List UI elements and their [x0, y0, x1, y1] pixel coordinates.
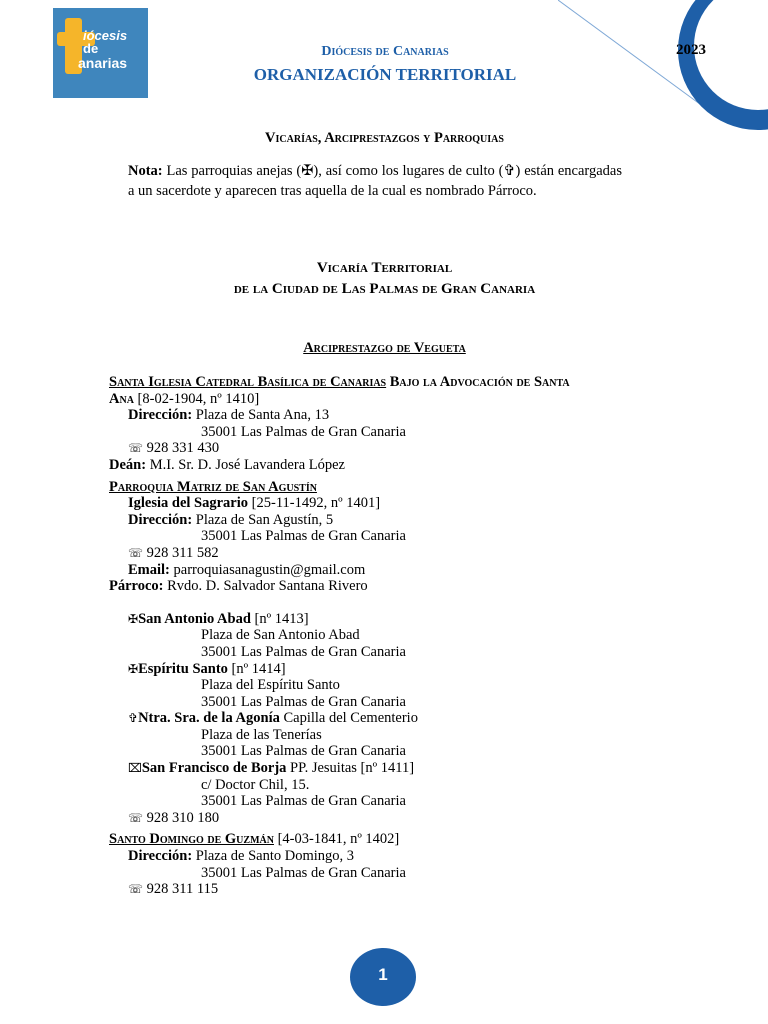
aneja-city: 35001 Las Palmas de Gran Canaria: [201, 793, 406, 810]
aneja-address: Plaza de San Antonio Abad: [201, 627, 360, 644]
note-paragraph: [128, 161, 622, 201]
note-label: Nota:: [128, 163, 163, 179]
aneja-ref: PP. Jesuitas [nº 1411]: [286, 760, 415, 777]
logo-text-2: de: [83, 41, 99, 56]
email-label: Email:: [128, 561, 170, 578]
aneja-address: Plaza del Espíritu Santo: [201, 677, 340, 694]
year-label: 2023: [676, 42, 706, 58]
catedral-name: Santa Iglesia Catedral Basílica de Canarias: [109, 374, 387, 390]
san-agustin-parroco: [109, 578, 669, 595]
san-agustin-address: [109, 512, 669, 529]
diocese-logo: [53, 8, 148, 98]
phone-number: 928 311 115: [143, 881, 219, 898]
dean-name: M.I. Sr. D. José Lavandera López: [146, 456, 345, 473]
latin-cross-icon: ✞: [128, 711, 139, 726]
aneja-name: San Francisco de Borja: [141, 760, 287, 777]
santo-domingo-name: Santo Domingo de Guzmán: [109, 831, 274, 848]
document-title: ORGANIZACIÓN TERRITORIAL: [253, 65, 517, 84]
arciprestazgo-heading: [109, 340, 660, 357]
aneja-city: 35001 Las Palmas de Gran Canaria: [201, 693, 406, 710]
vicaria-heading: Vicaría Territorial: [316, 260, 453, 276]
note-text: Las parroquias anejas (✠), así como los lugares de culto (✞) están encargadas a un sacerdote y aparecen tras aquella de la cual es nombrado Párroco.: [128, 163, 623, 199]
catedral-dean: [109, 457, 669, 474]
san-agustin-church: [109, 495, 669, 512]
santo-domingo-title: [109, 831, 669, 848]
san-agustin-city: 35001 Las Palmas de Gran Canaria: [201, 528, 406, 545]
aneja-title: [109, 710, 669, 727]
phone-number: 928 310 180: [143, 809, 220, 826]
address-line: Plaza de San Agustín, 5: [192, 511, 334, 528]
parroco-name: Rvdo. D. Salvador Santana Rivero: [163, 578, 368, 595]
aneja-address: Plaza de las Tenerías: [201, 726, 322, 743]
address-label: Dirección:: [128, 407, 193, 424]
aneja-name: San Antonio Abad: [138, 610, 251, 627]
logo-text-3: anarias: [78, 55, 128, 71]
aneja-name: Espíritu Santo: [138, 660, 228, 677]
santo-domingo-address: [109, 848, 669, 865]
corner-decoration: [558, 0, 768, 130]
catedral-advocation-end: Ana: [109, 390, 134, 407]
catedral-title-2: [109, 391, 669, 408]
aneja-city: 35001 Las Palmas de Gran Canaria: [201, 643, 406, 660]
diocese-name: Diócesis de Canarias: [321, 44, 449, 59]
maltese-cross-icon: ✠: [128, 661, 139, 676]
santo-domingo-city: 35001 Las Palmas de Gran Canaria: [201, 864, 406, 881]
maltese-cross-icon: ✠: [128, 611, 139, 626]
catedral-advocation: Bajo la Advocación de Santa: [386, 374, 570, 390]
aneja-ref: Capilla del Cementerio: [279, 710, 418, 727]
santo-domingo-phone: [109, 881, 669, 898]
phone-number: 928 311 582: [143, 544, 219, 561]
catedral-address: [109, 407, 669, 424]
address-line: Plaza de Santo Domingo, 3: [192, 848, 355, 865]
aneja-phone: [109, 810, 669, 827]
address-label: Dirección:: [128, 848, 193, 865]
santo-domingo-ref: [4-03-1841, nº 1402]: [273, 831, 400, 848]
phone-number: 928 331 430: [143, 440, 220, 457]
san-agustin-phone: [109, 545, 669, 562]
aneja-ref: [nº 1413]: [250, 610, 309, 627]
phone-icon: ☏: [128, 441, 144, 456]
church-name: Iglesia del Sagrario: [128, 495, 249, 512]
san-agustin-email: [109, 562, 669, 579]
parroco-label: Párroco:: [109, 578, 164, 595]
phone-icon: ☏: [128, 810, 144, 825]
aneja-title: [109, 760, 669, 777]
catedral-ref: [8-02-1904, nº 1410]: [133, 390, 260, 407]
phone-icon: ☏: [128, 545, 144, 560]
san-agustin-name: Parroquia Matriz de San Agustín: [109, 478, 317, 495]
aneja-city: 35001 Las Palmas de Gran Canaria: [201, 743, 406, 760]
address-line: Plaza de Santa Ana, 13: [192, 407, 330, 424]
boxed-cross-icon: ⌧: [128, 761, 142, 776]
main-heading: Vicarías, Arciprestazgos y Parroquias: [265, 130, 504, 146]
page-number: 1: [350, 948, 416, 1006]
dean-label: Deán:: [109, 456, 147, 473]
email-address[interactable]: parroquiasanagustin@gmail.com: [169, 561, 366, 578]
catedral-phone: [109, 440, 669, 457]
catedral-title: [109, 374, 669, 391]
aneja-name: Ntra. Sra. de la Agonía: [138, 710, 280, 727]
logo-text-1: iócesis: [83, 28, 128, 43]
catedral-city: 35001 Las Palmas de Gran Canaria: [201, 423, 406, 440]
vicaria-subheading: de la Ciudad de Las Palmas de Gran Canaria: [233, 281, 536, 297]
aneja-title: [109, 661, 669, 678]
aneja-ref: [nº 1414]: [227, 660, 286, 677]
aneja-title: [109, 611, 669, 628]
church-ref: [25-11-1492, nº 1401]: [248, 495, 381, 512]
arciprestazgo-title: Arciprestazgo de Vegueta: [303, 340, 466, 356]
parish-list: [109, 374, 669, 898]
aneja-address: c/ Doctor Chil, 15.: [201, 776, 310, 793]
address-label: Dirección:: [128, 511, 193, 528]
san-agustin-title: [109, 479, 669, 496]
phone-icon: ☏: [128, 882, 144, 897]
